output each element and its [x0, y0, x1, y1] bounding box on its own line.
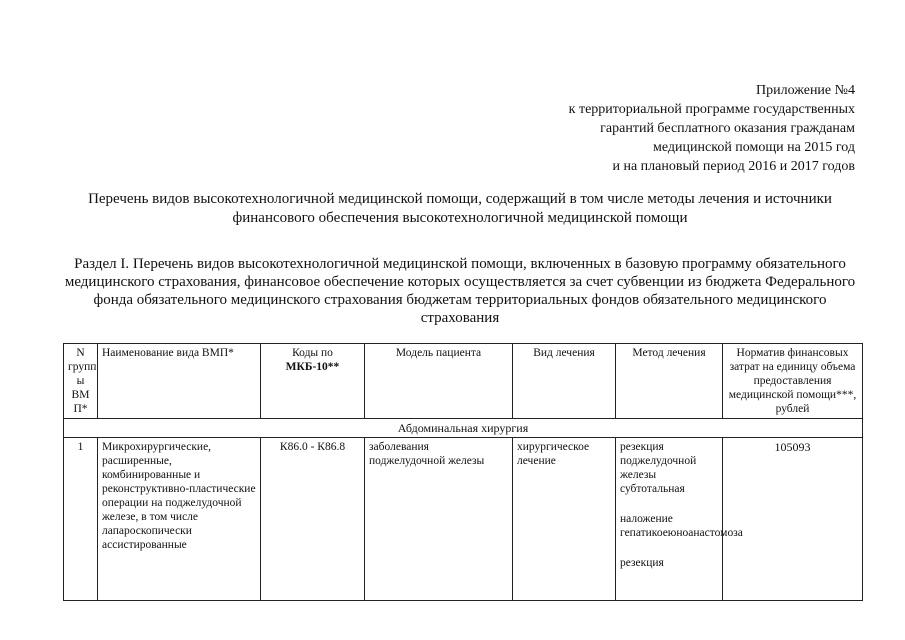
- table-header-row: [64, 344, 863, 419]
- appendix-line: гарантий бесплатного оказания гражданам: [600, 121, 855, 136]
- method-item: резекция поджелудочной железы субтотальная: [620, 441, 697, 495]
- header-group-no: N групп ы ВМ П*: [64, 344, 98, 419]
- appendix-line: медицинской помощи на 2015 год: [653, 140, 855, 155]
- section-heading: Раздел I. Перечень видов высокотехнологичной медицинской помощи, включенных в базовую программу обязательного медицинского страхования, финансовое обеспечение которых осуществляется за счет субвенции из бюджета Федерального фонда обязательного медицинского страхования бюджетам территориальных фондов обязательного медицинского страхования: [64, 256, 856, 326]
- header-codes-bold: МКБ-10**: [285, 361, 340, 373]
- group-title-row: [64, 419, 863, 438]
- header-codes: [261, 344, 365, 419]
- cell-group-no: 1: [64, 438, 98, 601]
- vmp-table: [63, 343, 863, 601]
- header-name: Наименование вида ВМП*: [98, 344, 261, 419]
- header-model: Модель пациента: [365, 344, 513, 419]
- document-title: Перечень видов высокотехнологичной медицинской помощи, содержащий в том числе методы лечения и источники финансового обеспечения высокотехнологичной медицинской помощи: [88, 191, 832, 226]
- appendix-line: и на плановый период 2016 и 2017 годов: [612, 159, 855, 174]
- method-item: наложение гепатикоеюноанастомоза: [620, 513, 743, 539]
- cell-codes: К86.0 - К86.8: [261, 438, 365, 601]
- header-norm: Норматив финансовых затрат на единицу объема предоставления медицинской помощи***, рублей: [723, 344, 863, 419]
- cell-norm: 105093: [723, 438, 863, 601]
- cell-method: [616, 438, 743, 601]
- cell-name: Микрохирургические, расширенные, комбинированные и реконструктивно-пластические операции на поджелудочной железе, в том числе лапароскопически ассистированные: [98, 438, 261, 601]
- cell-treatment: хирургическое лечение: [513, 438, 616, 601]
- cell-model: заболевания поджелудочной железы: [365, 438, 513, 601]
- header-method: Метод лечения: [616, 344, 723, 419]
- table-row: [64, 438, 863, 601]
- method-item: резекция: [620, 557, 664, 569]
- header-codes-prefix: Коды по: [292, 347, 333, 359]
- header-treatment: Вид лечения: [513, 344, 616, 419]
- group-title: Абдоминальная хирургия: [64, 419, 863, 438]
- appendix-header: [569, 81, 855, 176]
- appendix-number: Приложение №4: [756, 83, 855, 98]
- appendix-line: к территориальной программе государственных: [568, 102, 855, 117]
